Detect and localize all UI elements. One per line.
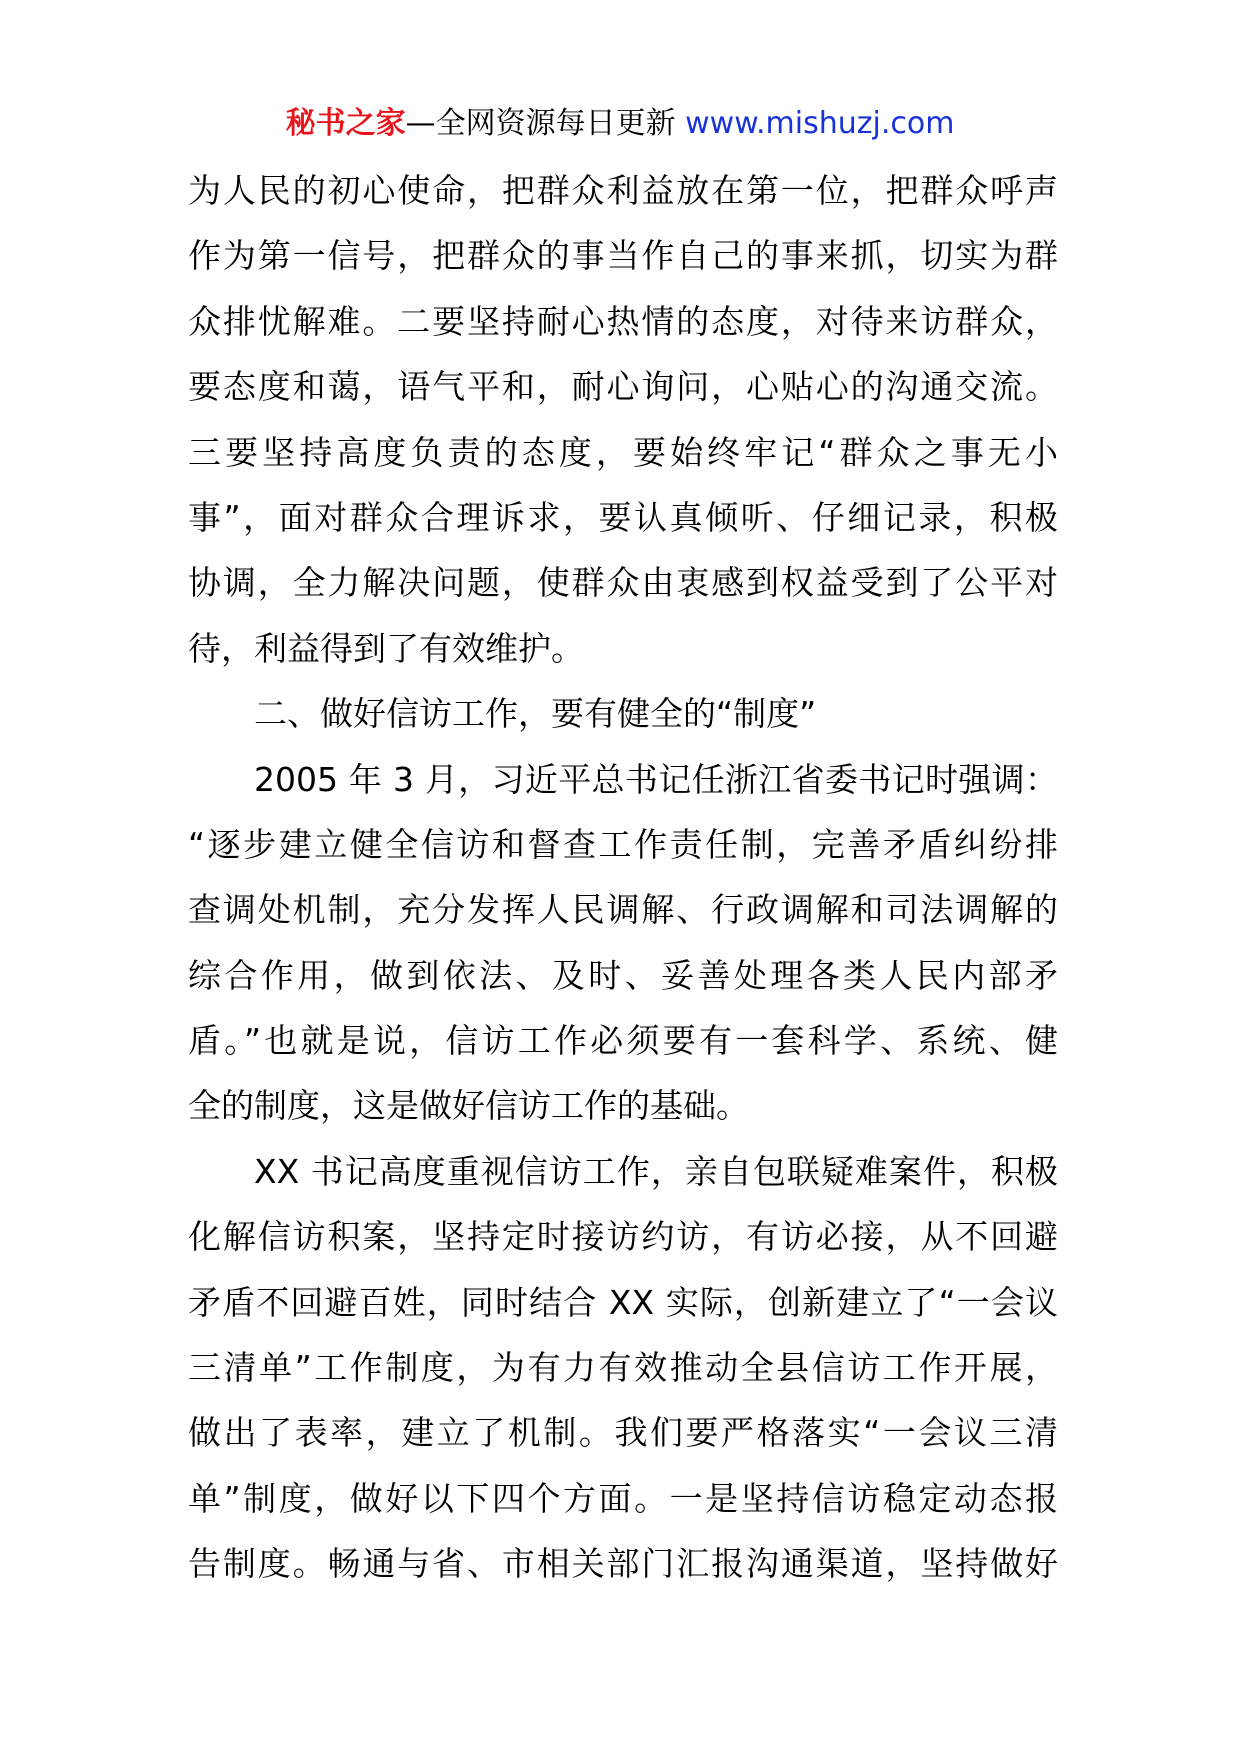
header-slogan: —全网资源每日更新 bbox=[405, 106, 686, 141]
text-line: 告制度。畅通与省、市相关部门汇报沟通渠道，坚持做好 bbox=[188, 1544, 1058, 1584]
text-line: 事”，面对群众合理诉求，要认真倾听、仔细记录，积极 bbox=[188, 497, 1058, 537]
text-line: “逐步建立健全信访和督查工作责任制，完善矛盾纠纷排 bbox=[188, 824, 1058, 864]
text-line: 矛盾不回避百姓，同时结合 XX 实际，创新建立了“一会议 bbox=[188, 1282, 1058, 1322]
text-line: 要态度和蔼，语气平和，耐心询问，心贴心的沟通交流。 bbox=[188, 367, 1058, 407]
header-url-link[interactable]: www.mishuzj.com bbox=[685, 106, 955, 141]
text-line: 单”制度，做好以下四个方面。一是坚持信访稳定动态报 bbox=[188, 1478, 1058, 1518]
text-line: 盾。”也就是说，信访工作必须要有一套科学、系统、健 bbox=[188, 1021, 1058, 1061]
text-line: 众排忧解难。二要坚持耐心热情的态度，对待来访群众， bbox=[188, 301, 1058, 341]
text-line: 协调，全力解决问题，使群众由衷感到权益受到了公平对 bbox=[188, 563, 1058, 603]
text-line: 作为第一信号，把群众的事当作自己的事来抓，切实为群 bbox=[188, 236, 1058, 276]
text-line: 二、做好信访工作，要有健全的“制度” bbox=[254, 694, 817, 734]
text-line: XX 书记高度重视信访工作，亲自包联疑难案件，积极 bbox=[254, 1151, 1058, 1191]
text-line: 待，利益得到了有效维护。 bbox=[188, 628, 584, 668]
text-line: 三要坚持高度负责的态度，要始终牢记“群众之事无小 bbox=[188, 432, 1058, 472]
text-line: 查调处机制，充分发挥人民调解、行政调解和司法调解的 bbox=[188, 890, 1058, 930]
page-header bbox=[0, 102, 1240, 146]
text-line: 做出了表率，建立了机制。我们要严格落实“一会议三清 bbox=[188, 1413, 1058, 1453]
text-line: 为人民的初心使命，把群众利益放在第一位，把群众呼声 bbox=[188, 171, 1058, 210]
text-line: 三清单”工作制度，为有力有效推动全县信访工作开展， bbox=[188, 1348, 1058, 1388]
text-line: 2005 年 3 月，习近平总书记任浙江省委书记时强调： bbox=[254, 759, 1058, 799]
text-line: 化解信访积案，坚持定时接访约访，有访必接，从不回避 bbox=[188, 1217, 1058, 1257]
text-line: 全的制度，这是做好信访工作的基础。 bbox=[188, 1086, 749, 1126]
brand-name: 秘书之家 bbox=[285, 106, 406, 141]
text-line: 综合作用，做到依法、及时、妥善处理各类人民内部矛 bbox=[188, 955, 1058, 995]
document-body bbox=[188, 166, 1058, 1605]
